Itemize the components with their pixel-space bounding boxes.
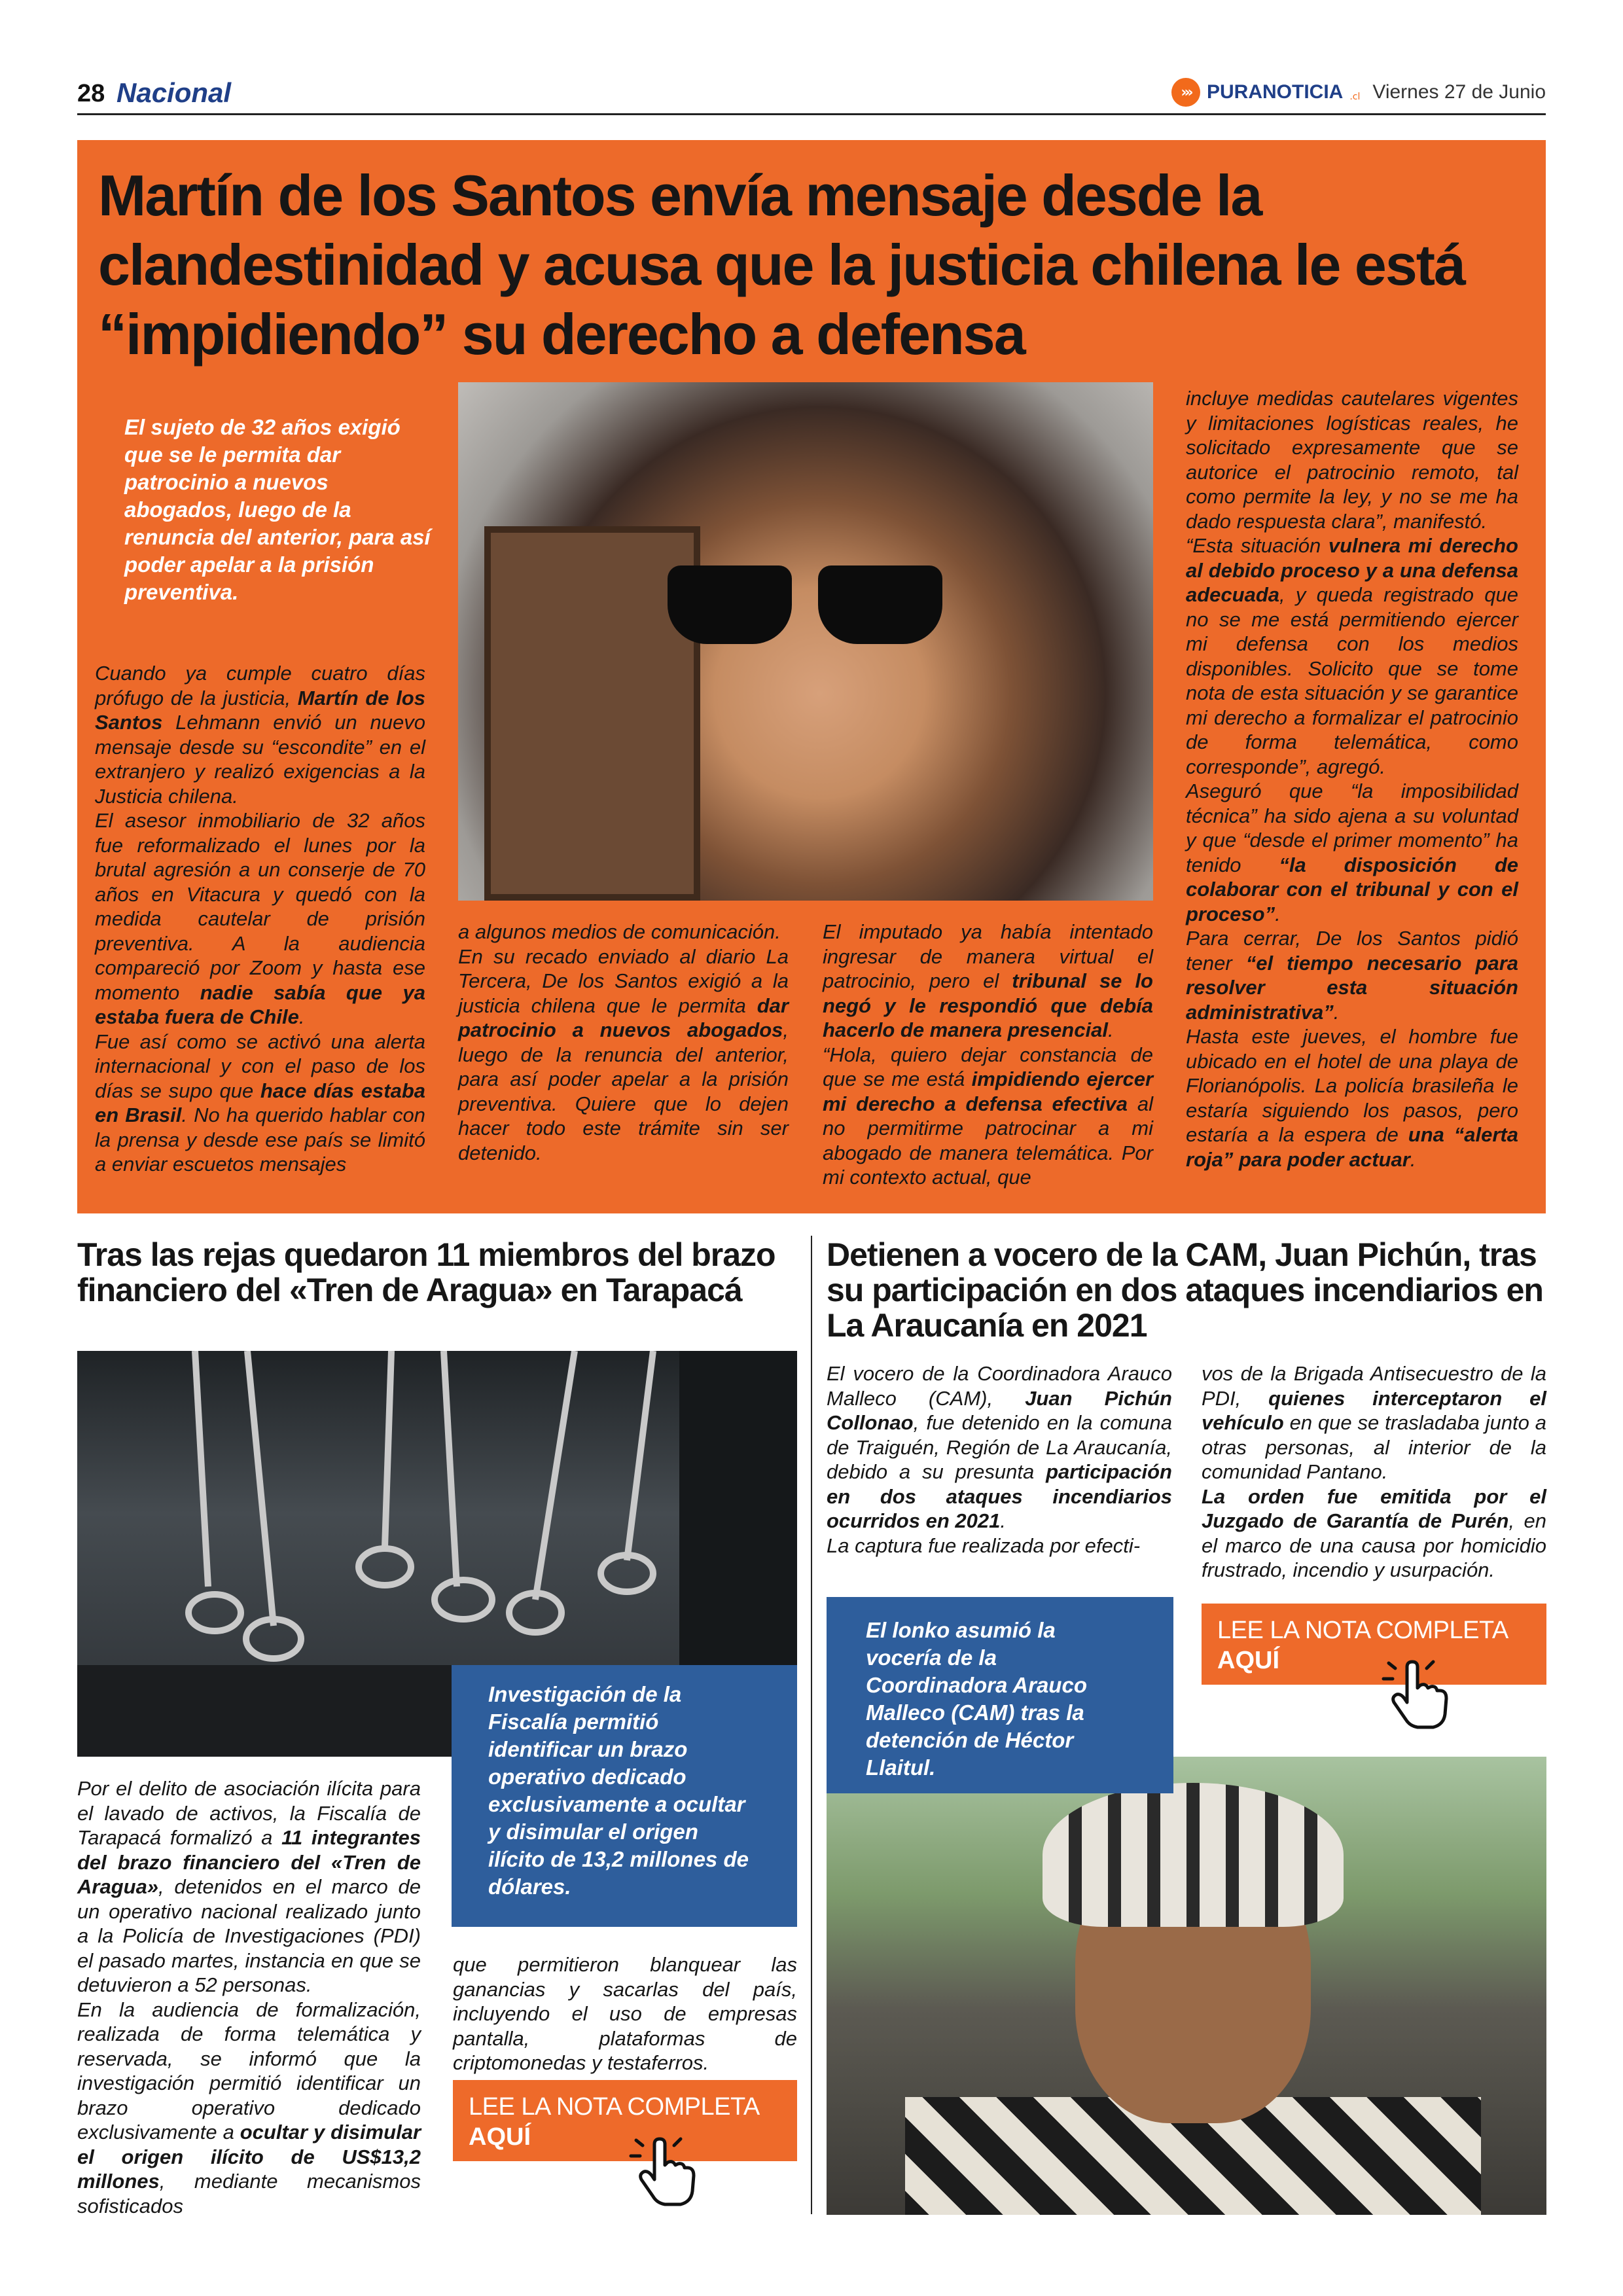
main-col-3: El imputado ya había intentado ingresar de manera virtual el patrocinio, pero el tribunal se lo negó y le respondió que debía hacerlo de manera presencial. “Hola, quiero dejar constancia de que se me está impidiendo ejercer mi derecho a defensa efectiva al no permitirme patrocinar a mi abogado de manera telemática. Por mi contexto actual, que bbox=[823, 920, 1154, 1189]
right-cta-label: LEE LA NOTA COMPLETA bbox=[1217, 1617, 1508, 1644]
photo-beanie bbox=[1043, 1783, 1344, 1927]
main-col-4: incluye medidas cautelares vigentes y limitaciones logísticas reales, he solicitado expresamente que se autorice el patrocinio remoto, tal como permite la ley, y no se me ha dado respuesta clara”, manifestó. “Esta situación vulnera mi derecho al debido proceso y a una defensa adecuada, y queda registrado que no se me está permitiendo ejercer mi defensa con los medios disponibles. Solicito que se tome nota de esta situación y se garantice mi derecho a formalizar el patrocinio de forma telemática, como corresponde”, agregó. Aseguró que “la imposibilidad técnica” ha sido ajena a su voluntad y que “desde el primer momento” ha tenido “la disposición de colaborar con el tribunal y con el proceso”. Para cerrar, De los Santos pidió tener “el tiempo necesario para resolver esta situación administrativa”. Hasta este jueves, el hombre fue ubicado en el hotel de una playa de Florianópolis. La policía brasileña le estaría siguiendo los pasos, pero estaría a la espera de una “alerta roja” para poder actuar. bbox=[1186, 387, 1519, 1171]
photo-sunglasses bbox=[668, 565, 942, 644]
main-photo bbox=[458, 382, 1153, 901]
pointing-hand-icon bbox=[1381, 1659, 1459, 1731]
header-rule bbox=[77, 113, 1546, 115]
right-read-more-button[interactable] bbox=[1202, 1604, 1546, 1685]
brand-name: PURANOTICIA bbox=[1207, 81, 1344, 103]
left-read-more-button[interactable] bbox=[453, 2080, 797, 2161]
brand-tld: .cl bbox=[1349, 92, 1361, 102]
main-headline: Martín de los Santos envía mensaje desde la clandestinidad y acusa que la justicia chilena le está “impidiendo” su derecho a defensa bbox=[98, 163, 1465, 367]
right-col-2: vos de la Brigada Antisecuestro de la PDI, quienes interceptaron el vehículo en que se trasladaba junto a otras personas, al interior de la comunidad Pantano. La orden fue emitida por el Juzgado de Garantía de Purén, en el marco de una causa por homicidio frustrado, incendio y usurpación. bbox=[1202, 1362, 1547, 1581]
main-col-2: a algunos medios de comunicación. En su recado enviado al diario La Tercera, De los Santos exigió a la justicia chilena que le permita dar patrocinio a nuevos abogados, luego de la renuncia del anterior, para así poder apelar a la prisión preventiva. Quiere que lo dejen hacer todo este trámite sin ser detenido. bbox=[458, 920, 789, 1164]
left-headline: Tras las rejas quedaron 11 miembros del brazo financiero del «Tren de Aragua» en Tarapacá bbox=[77, 1236, 776, 1308]
page-number: 28 bbox=[77, 80, 105, 107]
left-col-2: que permitieron blanquear las ganancias y sacarlas del país, incluyendo el uso de empresas pantalla, plataformas de criptomonedas y testaferros. bbox=[453, 1953, 797, 2074]
right-headline: Detienen a vocero de la CAM, Juan Pichún, tras su participación en dos ataques incendiarios en La Araucanía en 2021 bbox=[827, 1236, 1543, 1344]
brand-logo[interactable] bbox=[1171, 76, 1360, 109]
main-lead: El sujeto de 32 años exigió que se le permita dar patrocinio a nuevos abogados, luego de la renuncia del anterior, para así poder apelar a la prisión preventiva. bbox=[124, 415, 431, 604]
right-cta-link: AQUÍ bbox=[1217, 1647, 1279, 1674]
main-col-1: Cuando ya cumple cuatro días prófugo de la justicia, Martín de los Santos Lehmann envió un nuevo mensaje desde su “escondite” en el extranjero y realizó exigencias a la Justicia chilena. El asesor inmobiliario de 32 años fue reformalizado el lunes por la brutal agresión a un conserje de 70 años en Vitacura y quedó con la medida cautelar de prisión preventiva. A la audiencia compareció por Zoom y hasta ese momento nadie sabía que ya estaba fuera de Chile. Fue así como se activó una alerta internacional y con el paso de los días se supo que hace días estaba en Brasil. No ha querido hablar con la prensa y desde ese país se limitó a enviar escuetos mensajes bbox=[95, 662, 426, 1175]
left-callout: Investigación de la Fiscalía permitió identificar un brazo operativo dedicado exclusivamente a ocultar y disimular el origen ilícito de 13,2 millones de dólares. bbox=[452, 1665, 797, 1927]
left-cta-link: AQUÍ bbox=[469, 2123, 531, 2151]
column-divider bbox=[811, 1236, 812, 2214]
brand-logo-icon: ››› bbox=[1171, 78, 1200, 107]
right-col-1: El vocero de la Coordinadora Arauco Malleco (CAM), Juan Pichún Collonao, fue detenido en la comuna de Traiguén, Región de La Araucanía, debido a su presunta participación en dos ataques incendiarios ocurridos en 2021. La captura fue realizada por efecti- bbox=[827, 1362, 1172, 1557]
issue-date: Viernes 27 de Junio bbox=[1372, 81, 1546, 103]
left-cta-label: LEE LA NOTA COMPLETA bbox=[469, 2093, 760, 2121]
left-col-1: Por el delito de asociación ilícita para el lavado de activos, la Fiscalía de Tarapacá formalizó a 11 integrantes del brazo financiero del «Tren de Aragua», detenidos en el marco de un operativo nacional realizado junto a la Policía de Investigaciones (PDI) el pasado martes, instancia en que se detuvieron a 52 personas. En la audiencia de formalización, realizada de forma telemática y reservada, se informó que la investigación permitió identificar un brazo operativo dedicado exclusivamente a ocultar y disimular el origen ilícito de US$13,2 millones, mediante mecanismos sofisticados bbox=[77, 1777, 421, 2217]
right-callout: El lonko asumió la vocería de la Coordinadora Arauco Malleco (CAM) tras la detención de Héctor Llaitul. bbox=[827, 1597, 1173, 1793]
section-title: Nacional bbox=[116, 77, 232, 108]
right-photo-portrait bbox=[827, 1757, 1546, 2215]
pointing-hand-icon bbox=[628, 2136, 707, 2208]
